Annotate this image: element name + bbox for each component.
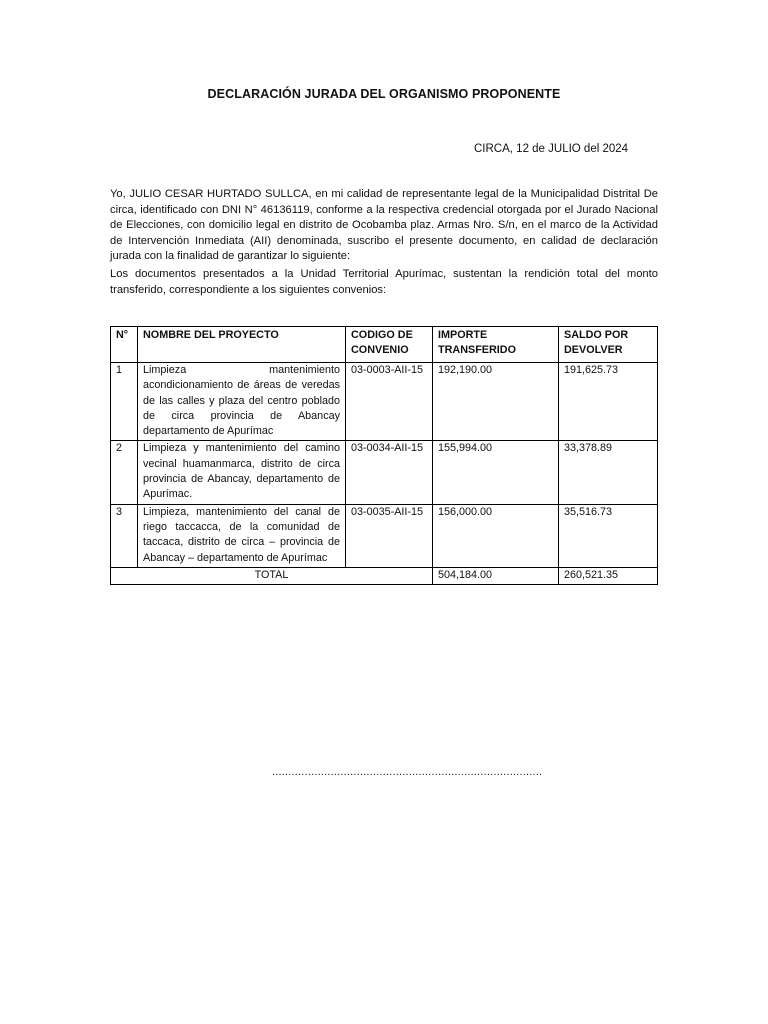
- table-row: [111, 504, 658, 567]
- declaration-paragraph: Yo, JULIO CESAR HURTADO SULLCA, en mi calidad de representante legal de la Municipalidad Distrital De circa, identificado con DNI N° 46136119, conforme a la respectiva credencial otorgada por el Jurado Nacional de Elecciones, con domicilio legal en distrito de Ocobamba plaz. Armas Nro. S/n, en el marco de la Actividad de Intervención Inmediata (AII) denominada, suscribo el presente documento, en calidad de declaración jurada con la finalidad de garantizar lo siguiente:: [110, 188, 658, 262]
- header-number: N°: [111, 327, 138, 363]
- signature-line: ...................................................................................: [272, 766, 543, 778]
- total-amount-transferred: 504,184.00: [433, 567, 559, 584]
- project-name: Limpieza mantenimiento acondicionamiento de áreas de veredas de las calles y plaza del centro poblado de circa provincia de Abancay departamento de Apurímac: [138, 363, 346, 441]
- table-header-row: [111, 327, 658, 363]
- row-number: 1: [111, 363, 138, 441]
- project-name: Limpieza y mantenimiento del camino vecinal huamanmarca, distrito de circa provincia de Abancay, departamento de Apurímac.: [138, 441, 346, 504]
- table-row: [111, 441, 658, 504]
- header-amount-transferred: IMPORTE TRANSFERIDO: [433, 327, 559, 363]
- balance-to-return: 33,378.89: [559, 441, 658, 504]
- total-balance-to-return: 260,521.35: [559, 567, 658, 584]
- row-number: 2: [111, 441, 138, 504]
- agreement-code: 03-0003-AII-15: [346, 363, 433, 441]
- documents-paragraph: Los documentos presentados a la Unidad Territorial Apurímac, sustentan la rendición total del monto transferido, correspondiente a los siguientes convenios:: [110, 268, 658, 296]
- total-row: [111, 567, 658, 584]
- header-balance-to-return: SALDO POR DEVOLVER: [559, 327, 658, 363]
- amount-transferred: 155,994.00: [433, 441, 559, 504]
- row-number: 3: [111, 504, 138, 567]
- balance-to-return: 191,625.73: [559, 363, 658, 441]
- amount-transferred: 156,000.00: [433, 504, 559, 567]
- document-title: DECLARACIÓN JURADA DEL ORGANISMO PROPONENTE: [207, 87, 561, 101]
- table-row: [111, 363, 658, 441]
- header-agreement-code: CODIGO DE CONVENIO: [346, 327, 433, 363]
- total-label: TOTAL: [111, 567, 433, 584]
- header-project-name: NOMBRE DEL PROYECTO: [138, 327, 346, 363]
- agreement-code: 03-0034-AII-15: [346, 441, 433, 504]
- project-name: Limpieza, mantenimiento del canal de riego taccacca, de la comunidad de taccaca, distrito de circa – provincia de Abancay – departamento de Apurímac: [138, 504, 346, 567]
- agreement-code: 03-0035-AII-15: [346, 504, 433, 567]
- agreements-table: [110, 326, 658, 585]
- balance-to-return: 35,516.73: [559, 504, 658, 567]
- amount-transferred: 192,190.00: [433, 363, 559, 441]
- date-line: CIRCA, 12 de JULIO del 2024: [474, 143, 629, 155]
